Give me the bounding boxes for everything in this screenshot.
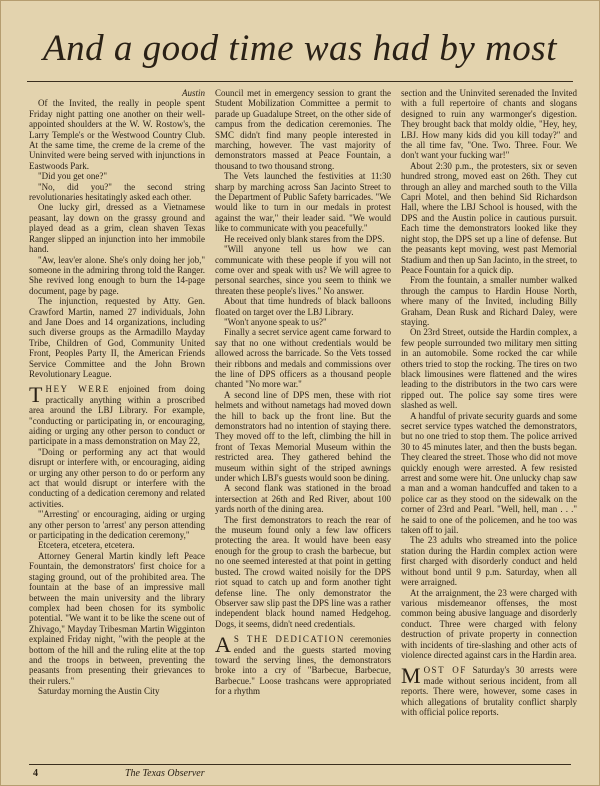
- paragraph: Saturday morning the Austin City: [38, 686, 160, 697]
- drop-cap: M: [401, 663, 421, 689]
- paragraph: About 2:30 p.m., the protesters, six or seven hundred strong, moved east on 26th. They cut through an alley and marched south to the Villa Capri Motel, and then behind Sid Richardson Hall, where the LBJ School is housed, with the DPS and the Austin police in cautious pursuit. Each time the demonstrators looked like they night stop, the DPS set up a line of defense. But the peasants kept moving, west past Memorial Stadium and then up San Jacinto, in the street, to Peace Fountain for a quick dip.: [401, 160, 577, 275]
- paragraph: Of the Invited, the really in people spent Friday night patting one another on their well-appointed shoulders at the W. W. Rostow's, the Larry Temple's or the Westwood Country Club. At the same time, the creme de la creme of the Uninvited were being served with injunctions in Eastwoods Park.: [29, 98, 205, 171]
- paragraph: At the arraignment, the 23 were charged with various misdemeanor offenses, the most common being abusive language and disorderly conduct. Three were charged with felony destruction of private property in connection with incidents of tire-slashing and other acts of violence directed against cars in the Hardin area.: [401, 587, 577, 660]
- lead-in-caps: OST OF: [423, 665, 467, 676]
- paragraph: One lucky girl, dressed as a Vietnamese peasant, lay down on the grassy ground and played dead as a grim, clean shaven Texas Ranger slipped an injunction into her immobile hand.: [29, 202, 205, 255]
- paragraph: Council met in emergency session to grant the Student Mobilization Committee a permit to parade up Guadalupe Street, on the other side of campus from the dedication ceremonies. The SMC didn't find many people interested in marching, however. The vast majority of demonstrators massed at Peace Fountain, a thousand to two thousand strong.: [215, 88, 391, 171]
- page-footer: [29, 764, 571, 781]
- paragraph: He received only blank stares from the DPS.: [224, 233, 385, 244]
- lead-in-caps: S THE DEDICATION: [233, 634, 345, 645]
- paragraph: "Aw, leav'er alone. She's only doing her job," someone in the admiring throng told the Ranger. She revived long enough to burn the 14-page document, page by page.: [29, 254, 205, 296]
- section-paragraph: [29, 384, 205, 446]
- publication-name: The Texas Observer: [125, 768, 205, 779]
- column-1: [29, 88, 205, 752]
- paragraph: About that time hundreds of black balloons floated on target over the LBJ Library.: [215, 296, 391, 317]
- paragraph: Finally a secret service agent came forward to say that no one without credentials would be allowed across the barricade. So the Vets tossed their ribbons and medals and commissions over the line of DPS officers as a thousand people chanted "No more war.": [215, 327, 391, 390]
- paragraph: Etcetera, etcetera, etcetera.: [38, 540, 135, 551]
- lead-in-caps: HEY WERE: [45, 384, 110, 395]
- paragraph: "Did you get one?": [38, 171, 108, 182]
- paragraph: "No, did you?" the second string revolutionaries hesitatingly asked each other.: [29, 181, 205, 203]
- page-number: 4: [33, 768, 38, 779]
- headline: And a good time was had by most: [43, 28, 557, 69]
- section-paragraph: [215, 634, 391, 696]
- paragraph: A handful of private security guards and some secret service types watched the demonstrators, but no one tried to stop them. The police arrived 30 to 45 minutes later, and then the busts began. They cleared the street. Those who did not move quickly enough were arrested. A few resisted arrest and some were hit. One unlucky chap saw a man and a woman handcuffed and taken to a police car as they stood on the sidewalk on the corner of 23rd and Pearl. "Well, hell, man . . ." he said to one of the policemen, and he too was taken off to jail.: [401, 410, 577, 536]
- paragraph: A second flank was stationed in the broad intersection at 26th and Red River, about 100 yards north of the dining area.: [215, 483, 391, 515]
- section-text: ceremonies ended and the guests started moving toward the serving lines, the demonstrators broke into a cry of "Barbecue, Barbecue, Barbecue." Loose trashcans were appropriated for a rhythm: [215, 634, 391, 697]
- paragraph: A second line of DPS men, these with riot helmets and without nametags had moved down the hill to back up the front line. But the demonstrators had no intention of staying there. They moved off to the left, climbing the hill in front of Texas Memorial Museum within the restricted area. They gathered behind the museum within sight of the striped awnings under which LBJ's guests would soon be dining.: [215, 389, 391, 484]
- article-body: [29, 88, 577, 752]
- paragraph: The 23 adults who streamed into the police station during the Hardin complex action were first charged with disorderly conduct and held without bond until 9 p.m. Saturday, when all were arraigned.: [401, 535, 577, 588]
- column-3: [401, 88, 577, 752]
- headline-rule: [27, 81, 573, 82]
- paragraph: On 23rd Street, outside the Hardin complex, a few people surrounded two military men sitting in an automobile. Some rocked the car while others tried to stop the rocking. The tires on two black limousines were flattened and the wires leading to the distributors in the two cars were ripped out. The police say some tires were slashed as well.: [401, 327, 577, 411]
- paragraph: The Vets launched the festivities at 11:30 sharp by marching across San Jacinto Street to the Department of Public Safety barricades. "We would like to turn in our medals in protest against the war," their leader said. "We would like to communicate with you peacefully.": [215, 171, 391, 234]
- section-text: Saturday's 30 arrests were made without serious incident, from all reports. There were, however, some cases in which allegations of brutality conflict sharply with official police reports.: [401, 665, 577, 717]
- paragraph: From the fountain, a smaller number walked through the campus to Hardin House North, where many of the Invited, including Billy Graham, Dean Rusk and Richard Daley, were staying.: [401, 275, 577, 327]
- drop-cap: T: [29, 382, 43, 408]
- paragraph: "'Arresting' or encouraging, aiding or urging any other person to 'arrest' any person attending or participating in the dedication ceremony,": [29, 509, 205, 541]
- paragraph: The injunction, requested by Atty. Gen. Crawford Martin, named 27 individuals, John and Jane Does and 14 organizations, including such diverse groups as the Armadillo Mayday Tribe, Children of God, Community United Front, Peoples Party II, the American Friends Service Committee and the John Brown Revolutionary League.: [29, 296, 205, 379]
- dateline: Austin: [181, 88, 205, 98]
- paragraph: "Won't anyone speak to us?": [224, 316, 327, 327]
- section-paragraph: [401, 665, 577, 717]
- paragraph: "Doing or performing any act that would disrupt or interfere with, or encouraging, aiding or urging any other person to do or perform any act that would disrupt or interfere with the conducting of a dedication ceremony and related activities.: [29, 446, 205, 509]
- column-2: [215, 88, 391, 752]
- paragraph: section and the Uninvited serenaded the Invited with a full repertoire of chants and slogans designed to ruin any warmonger's digestion. They brought back that moldy oldie, "Hey, hey, LBJ. How many kids did you kill today?" and the all time fav, "One. Two. Three. Four. We don't want your fucking war!": [401, 88, 577, 161]
- paragraph: The first demonstrators to reach the rear of the museum found only a few law officers protecting the area. It would have been easy enough for the group to crash the barbecue, but no one seemed interested at that point in getting busted. The crowd waited noisily for the DPS riot squad to catch up and form another tight defense line. The only demonstrator the Observer saw slip past the DPS line was a rather independent black hound named Hedgehog. Dogs, it seems, didn't need credentials.: [215, 514, 391, 629]
- section-text: enjoined from doing practically anything within a proscribed area around the LBJ Library. For example, "conducting or participating in, or encouraging, aiding or urging any other person to conduct or participate in a mass demonstration on May 22,: [29, 384, 205, 447]
- drop-cap: A: [215, 632, 231, 658]
- paragraph: "Will anyone tell us how we can communicate with these people if you will not come over and speak with us? We will agree to personal searches, since you seem to think we threaten these people's lives." No answer.: [215, 244, 391, 296]
- paragraph: Attorney General Martin kindly left Peace Fountain, the demonstrators' first choice for a staging ground, out of the prohibited area. The fountain at the base of an impressive mall between the main university and the library complex had been chosen for its symbolic potential. "We want it to be like the scene out of Zhivago," Mayday Tribesman Martin Wigginton explained Friday night, "with the people at the bottom of the hill and the ruling elite at the top and the troops in between, preventing the peasants from presenting their grievances to their rulers.": [29, 550, 205, 686]
